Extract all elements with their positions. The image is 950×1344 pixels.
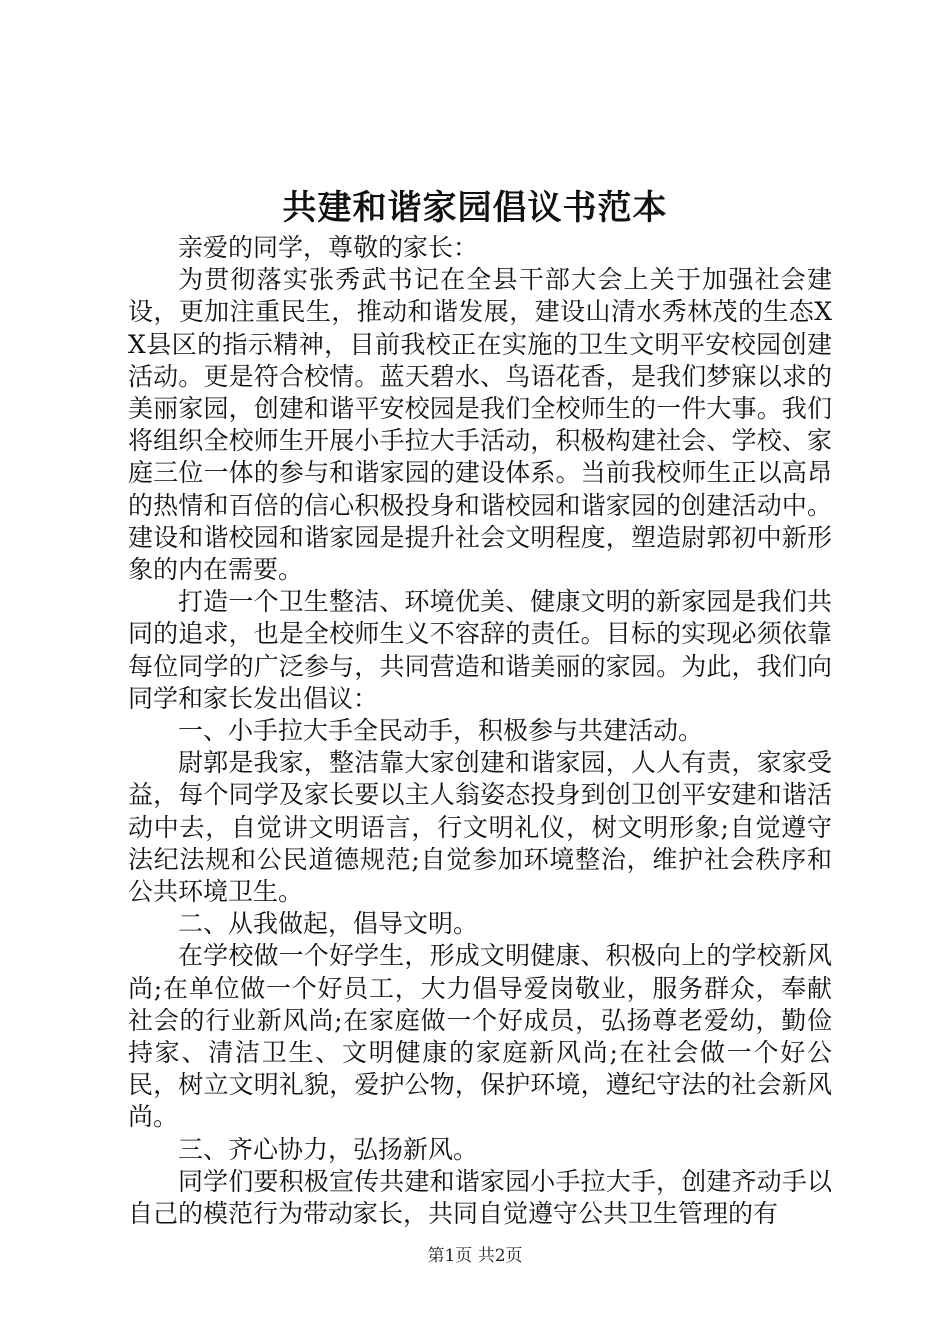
page-number-footer: 第1页 共2页	[427, 1246, 523, 1266]
salutation: 亲爱的同学，尊敬的家长：	[178, 233, 479, 262]
body-paragraph: 在学校做一个好学生，形成文明健康、积极向上的学校新风尚;在单位做一个好员工，大力倡导爱岗敬业，服务群众，奉献社会的行业新风尚;在家庭做一个好成员，弘扬尊老爱幼，勤俭持家、清洁卫生、文明健康的家庭新风尚;在社会做一个好公民，树立文明礼貌，爱护公物，保护环境，遵纪守法的社会新风尚。	[128, 941, 832, 1132]
document-title: 共建和谐家园倡议书范本	[282, 188, 668, 228]
body-paragraph: 同学们要积极宣传共建和谐家园小手拉大手，创建齐动手以自己的模范行为带动家长，共同自觉遵守公共卫生管理的有	[128, 1166, 832, 1229]
document-body	[128, 232, 832, 1230]
section-heading: 一、小手拉大手全民动手，积极参与共建活动。	[178, 716, 704, 746]
body-paragraph: 为贯彻落实张秀武书记在全县干部大会上关于加强社会建设，更加注重民生，推动和谐发展，建设山清水秀林茂的生态XX县区的指示精神，目前我校正在实施的卫生文明平安校园创建活动。更是符合校情。蓝天碧水、鸟语花香，是我们梦寐以求的美丽家园，创建和谐平安校园是我们全校师生的一件大事。我们将组织全校师生开展小手拉大手活动，积极构建社会、学校、家庭三位一体的参与和谐家园的建设体系。当前我校师生正以高昂的热情和百倍的信心积极投身和谐校园和谐家园的创建活动中。建设和谐校园和谐家园是提升社会文明程度，塑造尉郭初中新形象的内在需要。	[128, 265, 832, 585]
section-heading: 三、齐心协力，弘扬新风。	[178, 1134, 479, 1164]
body-paragraph: 打造一个卫生整洁、环境优美、健康文明的新家园是我们共同的追求，也是全校师生义不容辞的责任。目标的实现必须依靠每位同学的广泛参与，共同营造和谐美丽的家园。为此，我们向同学和家长发出倡议：	[128, 587, 832, 713]
section-heading: 二、从我做起，倡导文明。	[178, 909, 479, 939]
body-paragraph: 尉郭是我家，整洁靠大家创建和谐家园，人人有责，家家受益，每个同学及家长要以主人翁姿态投身到创卫创平安建和谐活动中去，自觉讲文明语言，行文明礼仪，树文明形象;自觉遵守法纪法规和公民道德规范;自觉参加环境整治，维护社会秩序和公共环境卫生。	[128, 748, 832, 907]
